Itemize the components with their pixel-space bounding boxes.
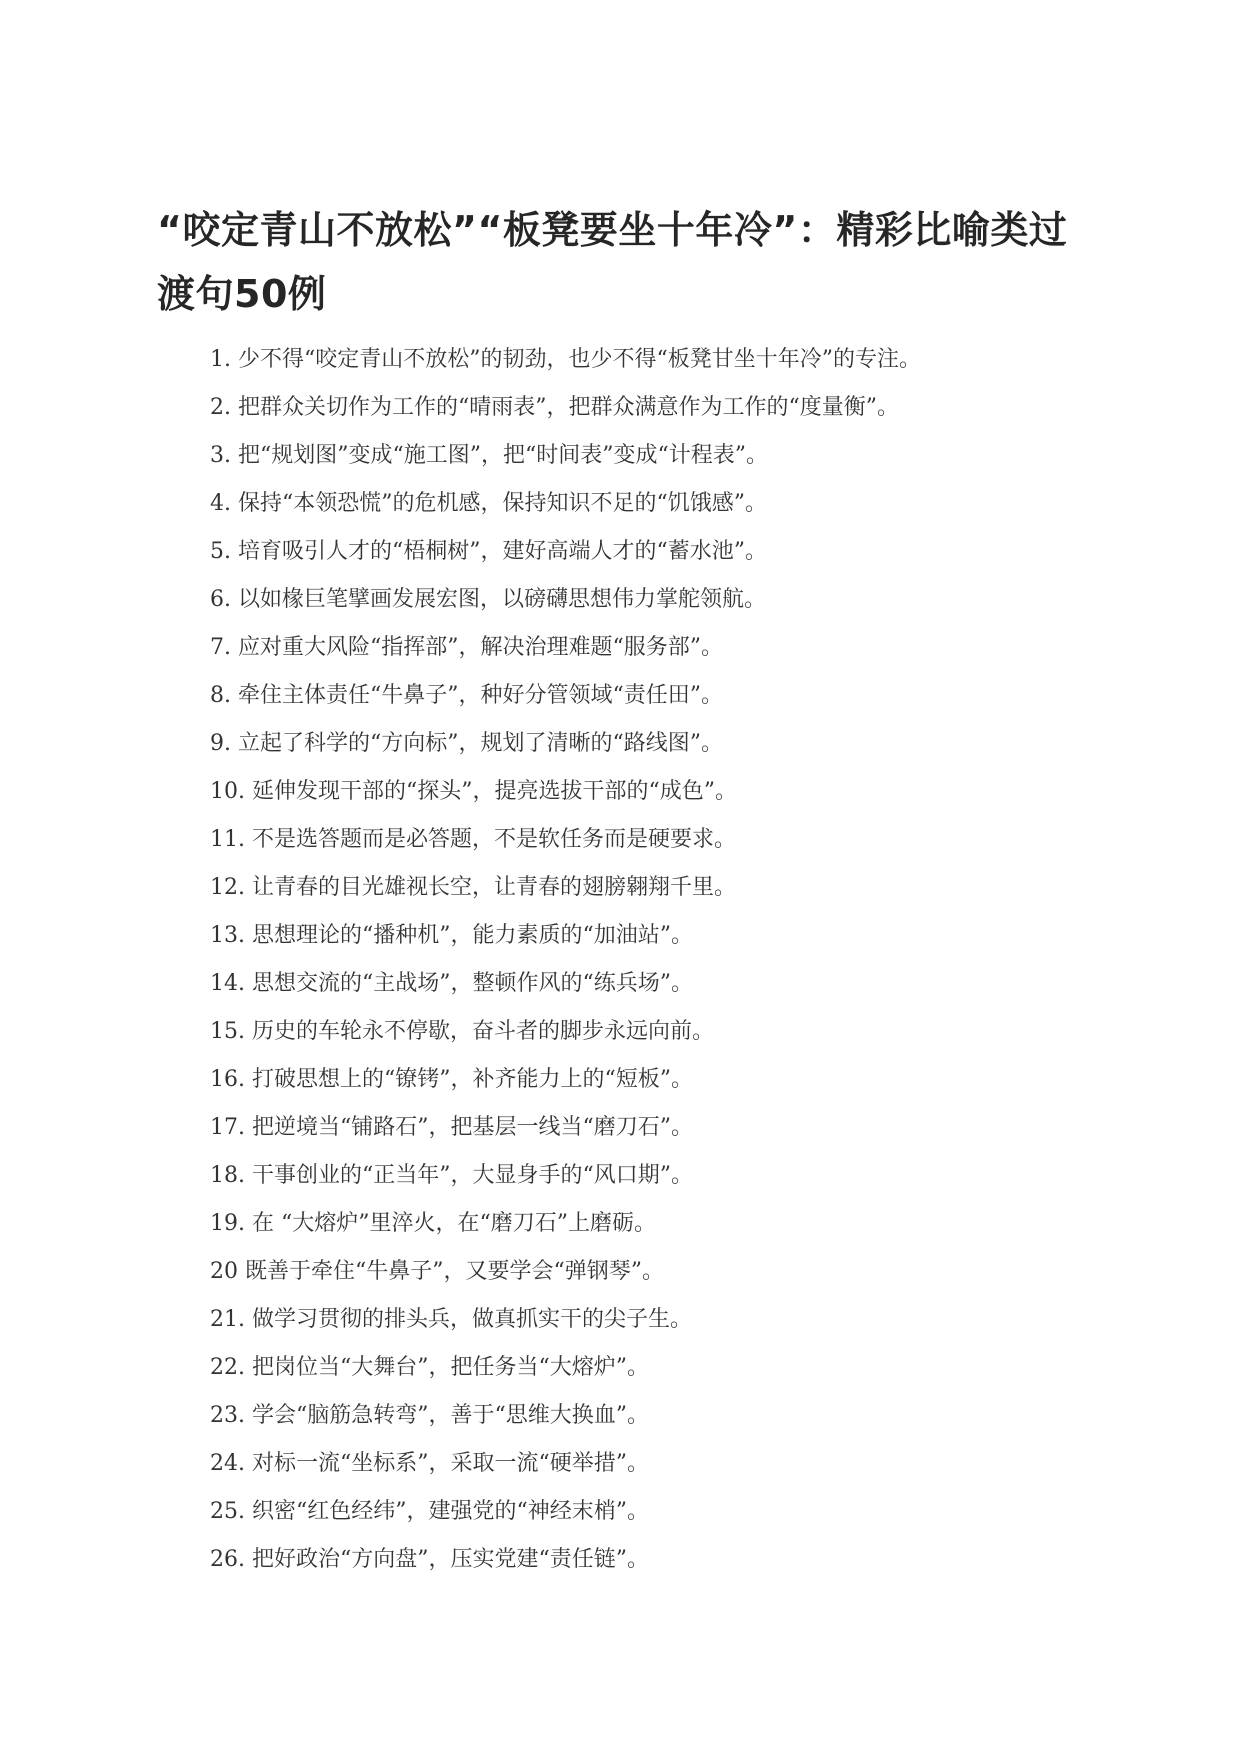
list-item: 13. 思想理论的“播种机”，能力素质的“加油站”。	[210, 923, 693, 948]
list-item: 2. 把群众关切作为工作的“晴雨表”，把群众满意作为工作的“度量衡”。	[210, 395, 899, 420]
list-item: 11. 不是选答题而是必答题，不是软任务而是硬要求。	[210, 827, 736, 852]
list-item: 6. 以如椽巨笔擘画发展宏图，以磅礴思想伟力掌舵领航。	[210, 587, 766, 612]
list-item: 26. 把好政治“方向盘”，压实党建“责任链”。	[210, 1547, 649, 1572]
list-item: 20 既善于牵住“牛鼻子”，又要学会“弹钢琴”。	[210, 1259, 664, 1284]
list-item: 12. 让青春的目光雄视长空，让青春的翅膀翱翔千里。	[210, 875, 736, 900]
list-item: 17. 把逆境当“铺路石”，把基层一线当“磨刀石”。	[210, 1115, 693, 1140]
sentence-list	[210, 336, 1110, 1584]
list-item: 10. 延伸发现干部的“探头”，提亮选拔干部的“成色”。	[210, 779, 737, 804]
list-item: 23. 学会“脑筋急转弯”，善于“思维大换血”。	[210, 1403, 649, 1428]
list-item: 3. 把“规划图”变成“施工图”，把“时间表”变成“计程表”。	[210, 443, 768, 468]
list-item: 7. 应对重大风险“指挥部”，解决治理难题“服务部”。	[210, 635, 723, 660]
list-item: 16. 打破思想上的“镣铐”，补齐能力上的“短板”。	[210, 1067, 693, 1092]
list-item: 8. 牵住主体责任“牛鼻子”，种好分管领域“责任田”。	[210, 683, 723, 708]
list-item: 15. 历史的车轮永不停歇，奋斗者的脚步永远向前。	[210, 1019, 714, 1044]
list-item: 25. 织密“红色经纬”，建强党的“神经末梢”。	[210, 1499, 649, 1524]
list-item: 18. 干事创业的“正当年”，大显身手的“风口期”。	[210, 1163, 693, 1188]
list-item: 5. 培育吸引人才的“梧桐树”，建好高端人才的“蓄水池”。	[210, 539, 767, 564]
list-item: 21. 做学习贯彻的排头兵，做真抓实干的尖子生。	[210, 1307, 692, 1332]
list-item: 1. 少不得“咬定青山不放松”的韧劲，也少不得“板凳甘坐十年冷”的专注。	[210, 347, 921, 372]
list-item: 9. 立起了科学的“方向标”，规划了清晰的“路线图”。	[210, 731, 723, 756]
list-item: 24. 对标一流“坐标系”，采取一流“硬举措”。	[210, 1451, 649, 1476]
list-item: 22. 把岗位当“大舞台”，把任务当“大熔炉”。	[210, 1355, 649, 1380]
list-item: 4. 保持“本领恐慌”的危机感，保持知识不足的“饥饿感”。	[210, 491, 767, 516]
list-item: 14. 思想交流的“主战场”，整顿作风的“练兵场”。	[210, 971, 693, 996]
list-item: 19. 在 “大熔炉”里淬火，在“磨刀石”上磨砺。	[210, 1211, 656, 1236]
document-title: “咬定青山不放松”“板凳要坐十年冷”：精彩比喻类过渡句50例	[157, 208, 1068, 316]
